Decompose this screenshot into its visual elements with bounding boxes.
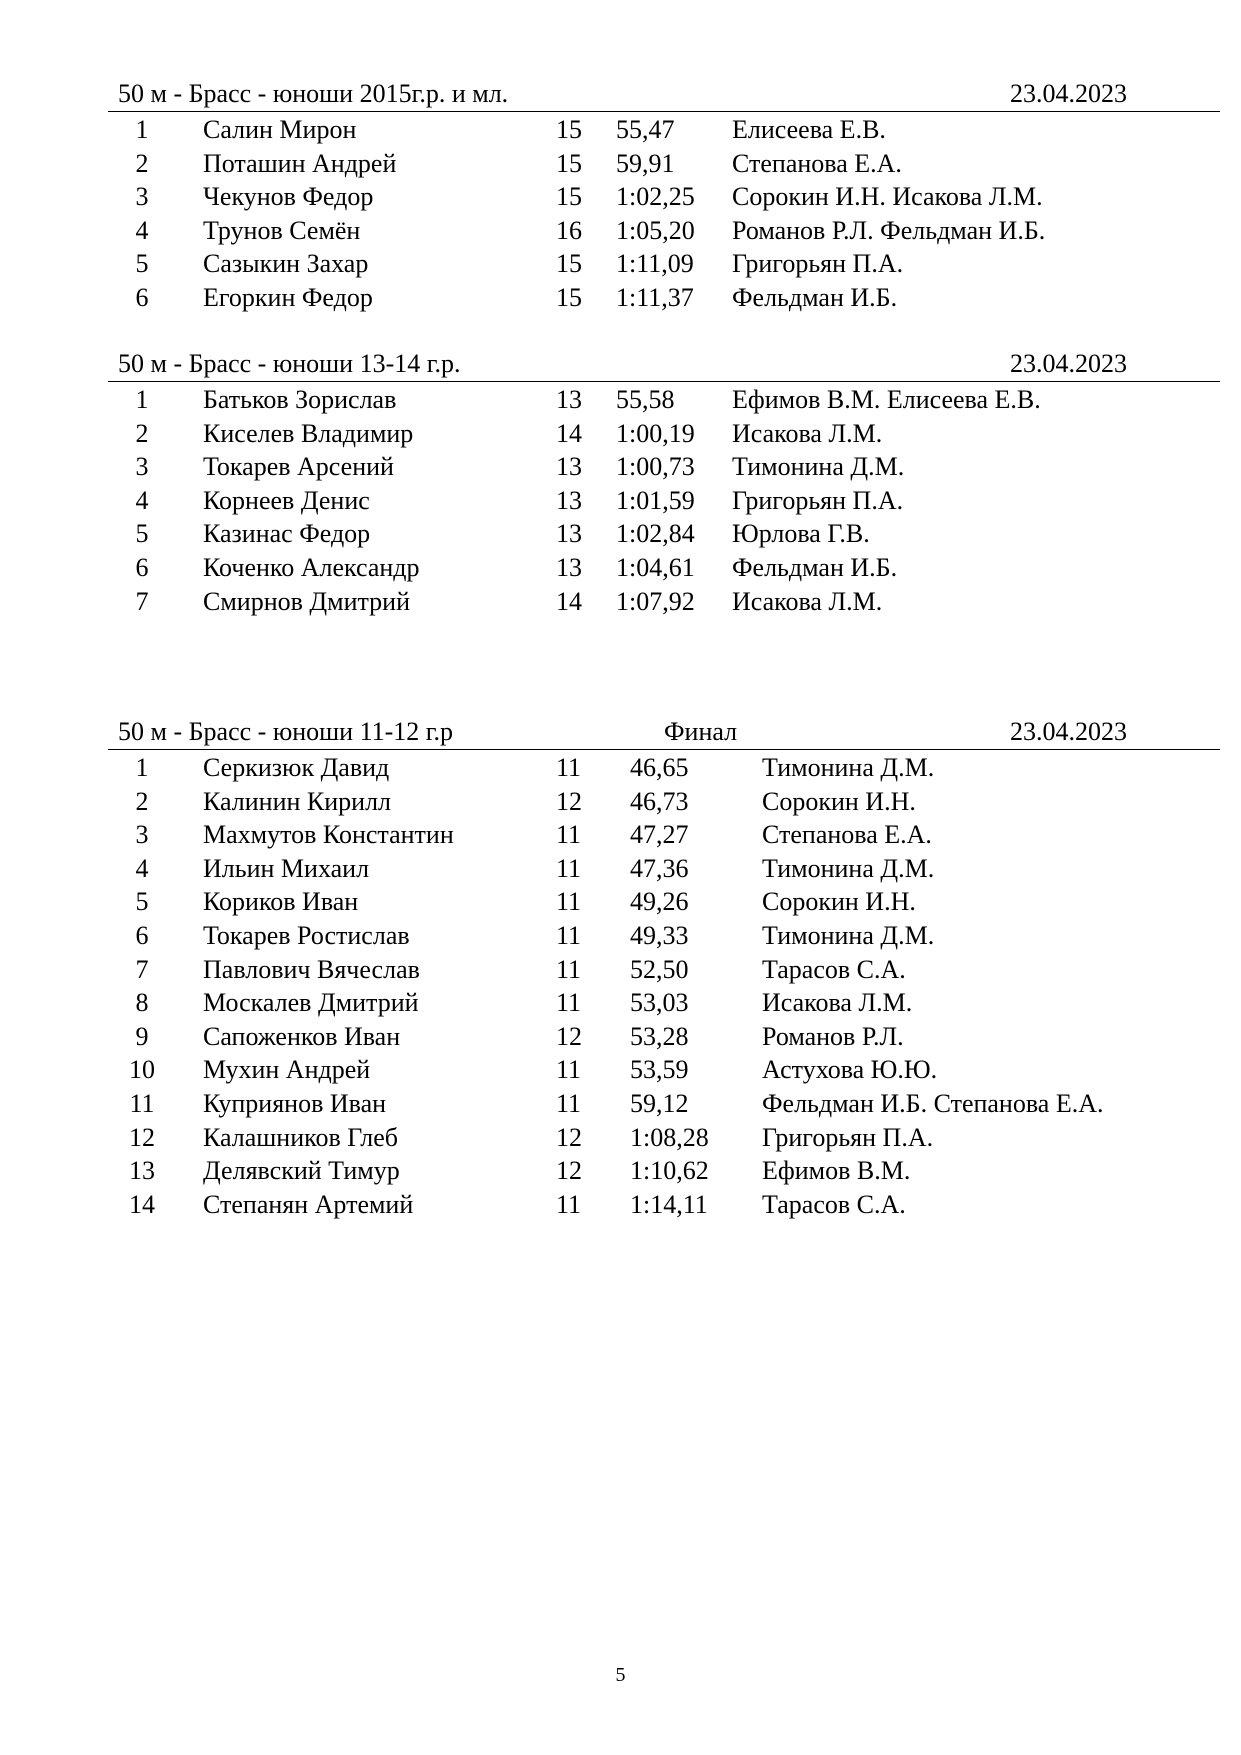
- coach-name: Тимонина Д.М.: [762, 753, 935, 782]
- event-stage: Финал: [664, 717, 738, 746]
- coach-name: Фельдман И.Б.: [732, 552, 898, 582]
- coach-name: Исакова Л.М.: [732, 418, 883, 448]
- result-time: 1:10,62: [630, 1156, 709, 1186]
- page-number: 5: [615, 1664, 626, 1686]
- coach-name: Ефимов В.М.: [762, 1156, 911, 1186]
- swimmer-name: Махмутов Константин: [203, 820, 454, 850]
- header-rule: [108, 381, 1220, 382]
- results-list: [0, 113, 1241, 315]
- result-time: 1:01,59: [616, 485, 695, 515]
- result-row: [0, 953, 1241, 987]
- result-time: 46,65: [630, 753, 689, 782]
- result-time: 49,33: [630, 920, 689, 950]
- event-title: 50 м - Брасс - юноши 2015г.р. и мл.: [118, 79, 509, 108]
- place-cell: 1: [135, 115, 149, 144]
- result-time: 59,12: [630, 1088, 689, 1118]
- result-time: 53,59: [630, 1055, 689, 1085]
- swimmer-name: Ильин Михаил: [203, 853, 370, 883]
- birth-year: 12: [556, 786, 582, 816]
- birth-year: 11: [556, 1055, 582, 1085]
- place-cell: 3: [135, 820, 149, 850]
- result-row: [0, 852, 1241, 886]
- swimmer-name: Батьков Зорислав: [203, 385, 397, 414]
- result-time: 1:02,25: [616, 182, 695, 212]
- result-row: [0, 484, 1241, 518]
- swimmer-name: Павлович Вячеслав: [203, 954, 420, 984]
- result-row: [0, 1121, 1241, 1155]
- result-row: [0, 1087, 1241, 1121]
- birth-year: 15: [556, 115, 582, 144]
- coach-name: Романов Р.Л. Фельдман И.Б.: [732, 215, 1046, 245]
- result-time: 1:05,20: [616, 215, 695, 245]
- swimmer-name: Поташин Андрей: [203, 148, 397, 178]
- result-row: [0, 885, 1241, 919]
- place-cell: 8: [135, 988, 149, 1018]
- swimmer-name: Сазыкин Захар: [203, 249, 369, 279]
- place-cell: 4: [135, 215, 149, 245]
- birth-year: 13: [556, 452, 582, 482]
- swimmer-name: Мухин Андрей: [203, 1055, 371, 1085]
- coach-name: Исакова Л.М.: [762, 988, 913, 1018]
- coach-name: Сорокин И.Н.: [762, 887, 916, 917]
- swimmer-name: Казинас Федор: [203, 519, 371, 549]
- birth-year: 13: [556, 519, 582, 549]
- coach-name: Тимонина Д.М.: [732, 452, 905, 482]
- result-row: [0, 383, 1241, 417]
- coach-name: Юрлова Г.В.: [732, 519, 870, 549]
- place-cell: 4: [135, 485, 149, 515]
- place-cell: 7: [135, 586, 149, 616]
- birth-year: 13: [556, 385, 582, 414]
- result-time: 49,26: [630, 887, 689, 917]
- birth-year: 11: [556, 1088, 582, 1118]
- event-date: 23.04.2023: [1010, 349, 1127, 378]
- result-row: [0, 214, 1241, 248]
- place-cell: 6: [135, 282, 149, 312]
- birth-year: 11: [556, 988, 582, 1018]
- birth-year: 11: [556, 753, 582, 782]
- swimmer-name: Салин Мирон: [203, 115, 357, 144]
- result-time: 53,28: [630, 1021, 689, 1051]
- place-cell: 5: [135, 249, 149, 279]
- result-row: [0, 281, 1241, 315]
- birth-year: 14: [556, 418, 582, 448]
- birth-year: 15: [556, 182, 582, 212]
- coach-name: Тимонина Д.М.: [762, 853, 935, 883]
- swimmer-name: Корнеев Денис: [203, 485, 370, 515]
- place-cell: 2: [135, 786, 149, 816]
- coach-name: Сорокин И.Н.: [762, 786, 916, 816]
- swimmer-name: Трунов Семён: [203, 215, 361, 245]
- swimmer-name: Кориков Иван: [203, 887, 359, 917]
- result-row: [0, 180, 1241, 214]
- place-cell: 5: [135, 519, 149, 549]
- event-date: 23.04.2023: [1010, 717, 1127, 746]
- birth-year: 16: [556, 215, 582, 245]
- swimmer-name: Степанян Артемий: [203, 1189, 414, 1219]
- event-header: [0, 77, 1241, 111]
- birth-year: 11: [556, 1189, 582, 1219]
- result-time: 1:07,92: [616, 586, 695, 616]
- coach-name: Романов Р.Л.: [762, 1021, 904, 1051]
- swimmer-name: Делявский Тимур: [203, 1156, 400, 1186]
- result-row: [0, 147, 1241, 181]
- result-time: 1:08,28: [630, 1122, 709, 1152]
- results-list: [0, 751, 1241, 1221]
- result-time: 55,58: [616, 385, 675, 414]
- event-header: [0, 715, 1241, 749]
- result-time: 47,27: [630, 820, 689, 850]
- birth-year: 13: [556, 552, 582, 582]
- place-cell: 6: [135, 552, 149, 582]
- birth-year: 11: [556, 954, 582, 984]
- result-row: [0, 1020, 1241, 1054]
- place-cell: 6: [135, 920, 149, 950]
- swimmer-name: Токарев Арсений: [203, 452, 394, 482]
- result-time: 53,03: [630, 988, 689, 1018]
- birth-year: 11: [556, 887, 582, 917]
- result-time: 1:11,37: [616, 282, 694, 312]
- swimmer-name: Калашников Глеб: [203, 1122, 399, 1152]
- coach-name: Тарасов С.А.: [762, 1189, 906, 1219]
- header-rule: [108, 111, 1220, 112]
- birth-year: 12: [556, 1021, 582, 1051]
- birth-year: 11: [556, 820, 582, 850]
- swimmer-name: Калинин Кирилл: [203, 786, 392, 816]
- event-header: [0, 347, 1241, 381]
- birth-year: 11: [556, 920, 582, 950]
- swimmer-name: Серкизюк Давид: [203, 753, 390, 782]
- result-time: 1:11,09: [616, 249, 694, 279]
- place-cell: 3: [135, 452, 149, 482]
- coach-name: Тарасов С.А.: [762, 954, 906, 984]
- birth-year: 12: [556, 1122, 582, 1152]
- coach-name: Степанова Е.А.: [732, 148, 902, 178]
- place-cell: 7: [135, 954, 149, 984]
- swimmer-name: Смирнов Дмитрий: [203, 586, 411, 616]
- coach-name: Фельдман И.Б. Степанова Е.А.: [762, 1088, 1104, 1118]
- result-row: [0, 785, 1241, 819]
- coach-name: Исакова Л.М.: [732, 586, 883, 616]
- result-time: 59,91: [616, 148, 675, 178]
- place-cell: 9: [135, 1021, 149, 1051]
- place-cell: 12: [129, 1122, 155, 1152]
- result-time: 1:04,61: [616, 552, 695, 582]
- place-cell: 2: [135, 148, 149, 178]
- coach-name: Сорокин И.Н. Исакова Л.М.: [732, 182, 1043, 212]
- coach-name: Григорьян П.А.: [762, 1122, 934, 1152]
- swimmer-name: Токарев Ростислав: [203, 920, 410, 950]
- result-time: 1:02,84: [616, 519, 695, 549]
- result-row: [0, 751, 1241, 785]
- result-row: [0, 919, 1241, 953]
- result-row: [0, 1053, 1241, 1087]
- results-list: [0, 383, 1241, 618]
- coach-name: Григорьян П.А.: [732, 485, 904, 515]
- birth-year: 11: [556, 853, 582, 883]
- result-time: 46,73: [630, 786, 689, 816]
- result-row: [0, 551, 1241, 585]
- swimmer-name: Чекунов Федор: [203, 182, 374, 212]
- result-row: [0, 1188, 1241, 1222]
- swimmer-name: Коченко Александр: [203, 552, 420, 582]
- birth-year: 13: [556, 485, 582, 515]
- coach-name: Ефимов В.М. Елисеева Е.В.: [732, 385, 1041, 414]
- swimmer-name: Сапоженков Иван: [203, 1021, 401, 1051]
- birth-year: 12: [556, 1156, 582, 1186]
- coach-name: Тимонина Д.М.: [762, 920, 935, 950]
- result-time: 55,47: [616, 115, 675, 144]
- swimmer-name: Егоркин Федор: [203, 282, 373, 312]
- result-row: [0, 417, 1241, 451]
- result-time: 1:14,11: [630, 1189, 708, 1219]
- result-row: [0, 986, 1241, 1020]
- result-row: [0, 1154, 1241, 1188]
- result-row: [0, 517, 1241, 551]
- place-cell: 5: [135, 887, 149, 917]
- birth-year: 14: [556, 586, 582, 616]
- result-row: [0, 247, 1241, 281]
- swimmer-name: Москалев Дмитрий: [203, 988, 419, 1018]
- place-cell: 14: [129, 1189, 155, 1219]
- result-row: [0, 450, 1241, 484]
- header-rule: [108, 749, 1220, 750]
- place-cell: 13: [129, 1156, 155, 1186]
- coach-name: Григорьян П.А.: [732, 249, 904, 279]
- place-cell: 3: [135, 182, 149, 212]
- place-cell: 10: [129, 1055, 155, 1085]
- birth-year: 15: [556, 249, 582, 279]
- coach-name: Фельдман И.Б.: [732, 282, 898, 312]
- birth-year: 15: [556, 282, 582, 312]
- place-cell: 11: [129, 1088, 155, 1118]
- place-cell: 1: [135, 385, 149, 414]
- event-title: 50 м - Брасс - юноши 11-12 г.р: [118, 717, 454, 746]
- event-title: 50 м - Брасс - юноши 13-14 г.р.: [118, 349, 461, 378]
- swimmer-name: Киселев Владимир: [203, 418, 414, 448]
- result-time: 52,50: [630, 954, 689, 984]
- coach-name: Астухова Ю.Ю.: [762, 1055, 938, 1085]
- swimmer-name: Куприянов Иван: [203, 1088, 387, 1118]
- result-row: [0, 113, 1241, 147]
- result-row: [0, 585, 1241, 619]
- birth-year: 15: [556, 148, 582, 178]
- coach-name: Степанова Е.А.: [762, 820, 932, 850]
- place-cell: 1: [135, 753, 149, 782]
- result-time: 47,36: [630, 853, 689, 883]
- place-cell: 4: [135, 853, 149, 883]
- result-time: 1:00,73: [616, 452, 695, 482]
- event-date: 23.04.2023: [1010, 79, 1127, 108]
- coach-name: Елисеева Е.В.: [732, 115, 886, 144]
- result-time: 1:00,19: [616, 418, 695, 448]
- result-row: [0, 818, 1241, 852]
- place-cell: 2: [135, 418, 149, 448]
